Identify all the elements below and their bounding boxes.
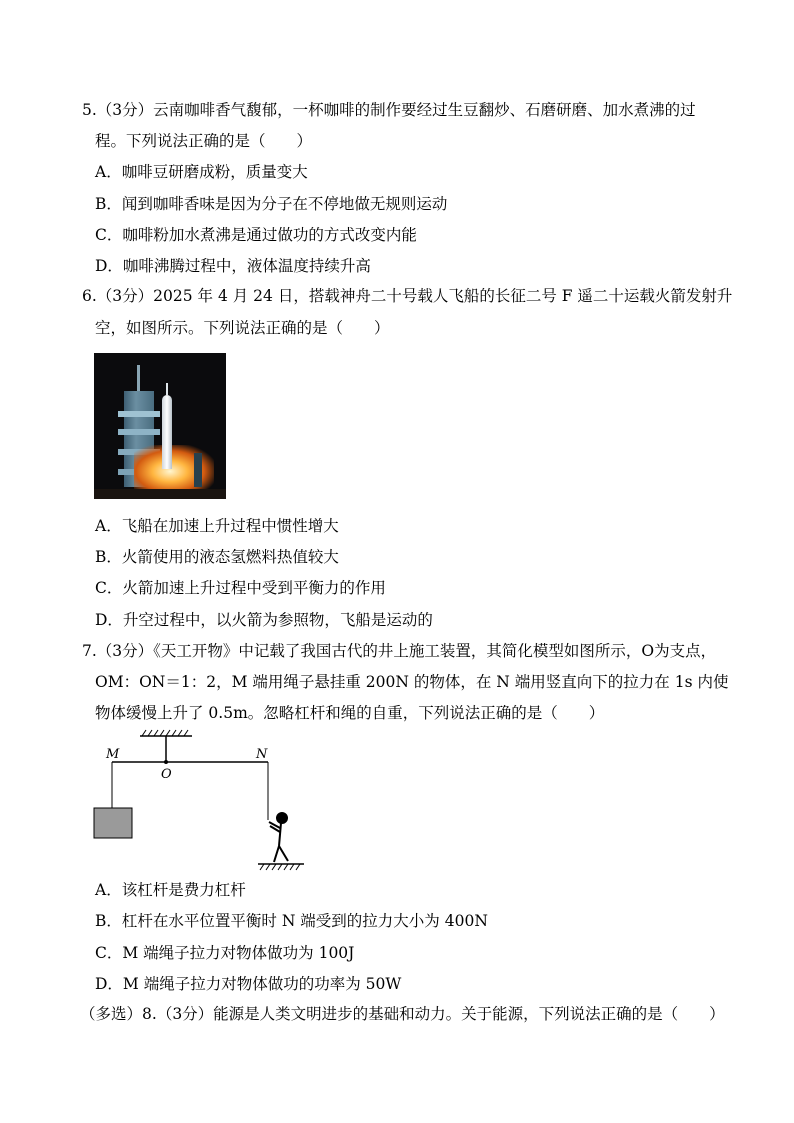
weight-block <box>94 808 132 838</box>
question-number: 5. <box>82 101 97 119</box>
label-n: N <box>256 747 268 762</box>
option-c[interactable]: C．M 端绳子拉力对物体做功为 100J <box>95 944 355 962</box>
lever-diagram <box>88 728 308 873</box>
question-text: 物体缓慢上升了 0.5m。忽略杠杆和绳的自重，下列说法正确的是（ ） <box>95 704 605 722</box>
question-text: OM：ON＝1：2，M 端用绳子悬挂重 200N 的物体，在 N 端用竖直向下的拉力在 1s 内使 <box>95 673 729 691</box>
option-d[interactable]: D．M 端绳子拉力对物体做功的功率为 50W <box>95 975 402 993</box>
rocket <box>162 395 172 469</box>
option-d[interactable]: D．咖啡沸腾过程中，液体温度持续升高 <box>95 257 371 275</box>
option-c[interactable]: C．火箭加速上升过程中受到平衡力的作用 <box>95 579 386 597</box>
question-text: 空，如图所示。下列说法正确的是（ ） <box>95 319 390 337</box>
label-m: M <box>106 747 120 762</box>
question-text: （3分）《天工开物》中记载了我国古代的井上施工装置，其简化模型如图所示，O为支点， <box>96 642 717 660</box>
question-text: （3分）2025 年 4 月 24 日，搭载神舟二十号载人飞船的长征二号 F 遥二十运载火箭发射升 <box>96 287 733 305</box>
question-text: （3分）云南咖啡香气馥郁，一杯咖啡的制作要经过生豆翻炒、石磨研磨、加水煮沸的过 <box>96 101 696 119</box>
question-text: 程。下列说法正确的是（ ） <box>95 132 313 150</box>
option-d[interactable]: D．升空过程中，以火箭为参照物，飞船是运动的 <box>95 611 433 629</box>
option-c[interactable]: C．咖啡粉加水煮沸是通过做功的方式改变内能 <box>95 226 417 244</box>
option-b[interactable]: B．火箭使用的液态氢燃料热值较大 <box>95 548 339 566</box>
option-b[interactable]: B．闻到咖啡香味是因为分子在不停地做无规则运动 <box>95 195 448 213</box>
multi-select-tag: （多选） <box>80 1005 143 1023</box>
question-number: 6. <box>82 287 97 305</box>
option-a[interactable]: A．飞船在加速上升过程中惯性增大 <box>95 517 339 535</box>
person-pulling <box>269 813 288 862</box>
question-number: 8. <box>142 1005 157 1023</box>
rocket-launch-photo <box>94 353 226 499</box>
question-text: （3分）能源是人类文明进步的基础和动力。关于能源，下列说法正确的是（ ） <box>156 1005 725 1023</box>
option-a[interactable]: A．该杠杆是费力杠杆 <box>95 881 246 899</box>
label-o: O <box>161 767 172 782</box>
question-number: 7. <box>82 642 97 660</box>
option-b[interactable]: B．杠杆在水平位置平衡时 N 端受到的拉力大小为 400N <box>95 912 488 930</box>
option-a[interactable]: A．咖啡豆研磨成粉，质量变大 <box>95 163 308 181</box>
